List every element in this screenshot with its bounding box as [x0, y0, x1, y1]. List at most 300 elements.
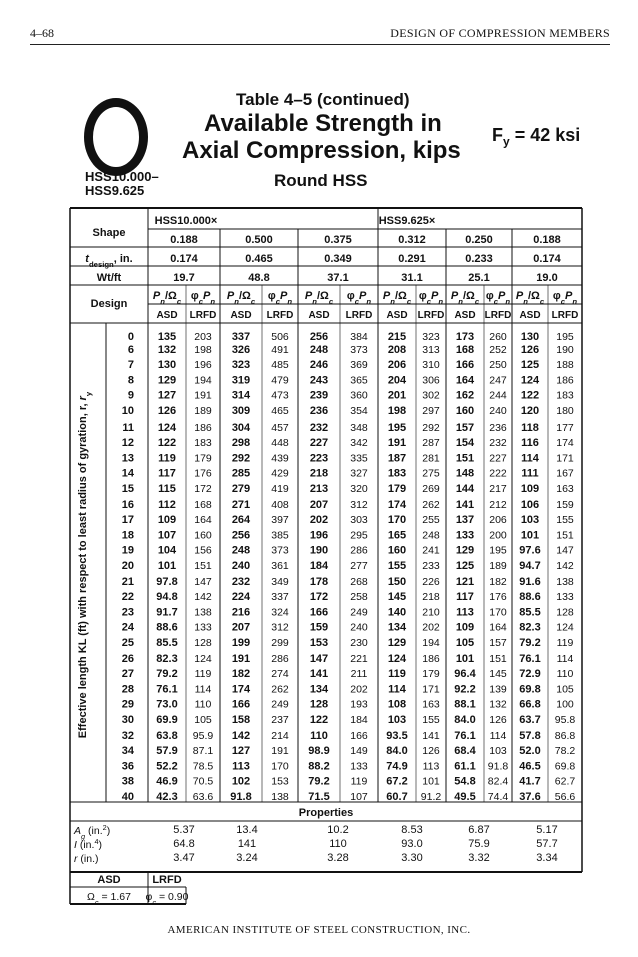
asd-value: 111 [521, 467, 539, 480]
asd-value: 74.9 [386, 760, 408, 773]
lrfd-value: 166 [350, 730, 368, 742]
asd-value: 227 [309, 437, 329, 450]
kl-value: 24 [121, 621, 134, 634]
lrfd-value: 95.9 [192, 730, 214, 742]
kl-value: 8 [127, 374, 134, 387]
lrfd-value: 176 [194, 467, 212, 480]
asd-label: ASD [308, 310, 330, 321]
lrfd-value: 269 [422, 482, 440, 495]
lrfd-value: 172 [194, 482, 212, 495]
kl-value: 7 [127, 359, 134, 372]
lrfd-value: 177 [556, 422, 574, 434]
factor-asd-label: ASD [97, 874, 121, 886]
lrfd-value: 105 [194, 713, 212, 726]
lrfd-value: 69.8 [554, 760, 576, 773]
asd-value: 85.5 [156, 636, 178, 649]
lrfd-value: 183 [556, 389, 574, 402]
lrfd-value: 221 [350, 653, 368, 665]
asd-label: ASD [386, 310, 408, 321]
lrfd-value: 324 [271, 606, 289, 619]
lrfd-value: 485 [271, 359, 289, 372]
lrfd-value: 184 [350, 713, 368, 726]
lrfd-value: 255 [422, 514, 440, 527]
fy-value: = 42 ksi [509, 125, 581, 145]
asd-value: 116 [521, 437, 539, 450]
lrfd-value: 91.8 [487, 760, 509, 773]
asd-value: 319 [231, 374, 251, 387]
asd-value: 174 [231, 683, 251, 696]
asd-value: 79.2 [519, 636, 541, 649]
lrfd-value: 189 [194, 404, 212, 417]
asd-value: 129 [157, 374, 177, 387]
lrfd-value: 151 [556, 529, 574, 542]
prop-r: 3.24 [236, 852, 258, 864]
lrfd-value: 249 [350, 606, 368, 619]
asd-label: ASD [156, 310, 178, 321]
prop-ag: 13.4 [236, 824, 258, 836]
lrfd-value: 149 [350, 745, 368, 758]
lrfd-value: 210 [422, 606, 440, 619]
asd-value: 168 [455, 344, 475, 356]
asd-head: $P_n/\Omega_c$ [515, 290, 545, 306]
asd-value: 236 [309, 404, 329, 417]
lrfd-value: 299 [271, 636, 289, 649]
kl-value: 23 [121, 606, 134, 619]
asd-value: 88.6 [156, 621, 178, 634]
kl-value: 14 [121, 467, 134, 480]
lrfd-value: 222 [489, 467, 507, 480]
lrfd-value: 248 [422, 529, 440, 542]
asd-value: 174 [387, 499, 407, 511]
asd-value: 126 [520, 344, 540, 356]
asd-value: 92.2 [454, 683, 476, 696]
asd-value: 207 [231, 621, 251, 634]
asd-value: 88.1 [454, 698, 476, 711]
asd-value: 119 [158, 452, 176, 465]
lrfd-value: 373 [271, 544, 289, 557]
lrfd-value: 62.7 [554, 775, 576, 788]
lrfd-head: $\varphi_cP_n$ [267, 290, 293, 306]
lrfd-value: 188 [556, 359, 574, 372]
lrfd-value: 87.1 [192, 745, 214, 758]
lrfd-label: LRFD [417, 310, 445, 321]
lrfd-value: 397 [271, 514, 289, 527]
lrfd-value: 457 [271, 422, 289, 434]
table-number: Table 4–5 (continued) [236, 90, 410, 109]
kl-value: 29 [121, 698, 134, 711]
lrfd-value: 277 [350, 559, 368, 572]
lrfd-value: 139 [489, 683, 507, 696]
factor-lrfd-label: LRFD [152, 874, 182, 886]
factor-asd-value: $\Omega_c = 1.67$ [87, 891, 131, 907]
lrfd-value: 159 [556, 499, 574, 511]
asd-value: 63.7 [519, 713, 541, 726]
asd-value: 202 [309, 514, 329, 527]
asd-value: 172 [309, 591, 329, 604]
lrfd-value: 167 [556, 467, 574, 480]
lrfd-value: 155 [422, 713, 440, 726]
lrfd-value: 240 [489, 404, 507, 417]
asd-value: 157 [455, 422, 475, 434]
asd-value: 144 [455, 482, 475, 495]
asd-value: 158 [231, 713, 251, 726]
lrfd-head: $\varphi_cP_n$ [552, 290, 578, 306]
prop-i: 64.8 [173, 838, 195, 850]
tdesign-value: 0.174 [533, 253, 561, 265]
asd-value: 114 [521, 452, 539, 465]
lrfd-value: 70.5 [192, 775, 214, 788]
design-label: Design [90, 298, 128, 310]
lrfd-value: 74.4 [487, 790, 509, 803]
lrfd-value: 200 [489, 529, 507, 542]
asd-value: 248 [309, 344, 329, 356]
asd-value: 91.8 [230, 790, 252, 803]
lrfd-value: 183 [194, 437, 212, 450]
asd-value: 323 [231, 359, 251, 372]
asd-value: 224 [231, 591, 251, 604]
lrfd-value: 373 [350, 344, 368, 356]
asd-value: 207 [309, 499, 329, 511]
kl-value: 32 [121, 730, 134, 742]
lrfd-value: 302 [422, 389, 440, 402]
lrfd-value: 211 [350, 668, 368, 681]
lrfd-value: 142 [556, 559, 574, 572]
prop-label-ag: $A_g$ (in.$^2$) [74, 822, 111, 841]
weight-value: 31.1 [401, 272, 423, 284]
lrfd-value: 361 [271, 559, 289, 572]
prop-i: 93.0 [401, 838, 423, 850]
asd-value: 67.2 [386, 775, 408, 788]
asd-value: 140 [387, 606, 407, 619]
asd-value: 165 [387, 529, 407, 542]
lrfd-value: 179 [194, 452, 212, 465]
asd-value: 232 [231, 576, 251, 588]
prop-i: 75.9 [468, 838, 490, 850]
lrfd-value: 262 [422, 499, 440, 511]
asd-value: 304 [231, 422, 251, 434]
lrfd-value: 312 [350, 499, 368, 511]
asd-head: $P_n/\Omega_c$ [152, 290, 182, 306]
lrfd-value: 337 [271, 591, 289, 604]
tdesign-value: 0.233 [465, 253, 493, 265]
asd-value: 109 [455, 621, 475, 634]
asd-value: 150 [387, 576, 407, 588]
asd-value: 337 [231, 331, 251, 343]
asd-value: 314 [231, 389, 251, 402]
lrfd-value: 281 [422, 452, 440, 465]
lrfd-value: 171 [422, 683, 440, 696]
asd-value: 213 [309, 482, 329, 495]
asd-value: 106 [520, 499, 540, 511]
kl-value: 11 [122, 422, 134, 434]
prop-r: 3.32 [468, 852, 490, 864]
lrfd-value: 138 [271, 790, 289, 803]
lrfd-value: 275 [422, 467, 440, 480]
shape-id-1: HSS10.000– [85, 169, 159, 184]
asd-value: 216 [231, 606, 251, 619]
lrfd-value: 268 [350, 576, 368, 588]
prop-r: 3.34 [536, 852, 558, 864]
lrfd-value: 147 [556, 544, 574, 557]
asd-value: 57.8 [519, 730, 541, 742]
asd-value: 73.0 [156, 698, 178, 711]
asd-value: 85.5 [519, 606, 541, 619]
lrfd-value: 244 [489, 389, 507, 402]
lrfd-value: 114 [194, 683, 212, 696]
lrfd-value: 354 [350, 404, 368, 417]
lrfd-value: 151 [194, 559, 212, 572]
lrfd-value: 182 [489, 576, 507, 588]
table-title-line1: Available Strength in [204, 110, 442, 137]
kl-value: 10 [121, 404, 134, 417]
lrfd-value: 274 [271, 668, 289, 681]
asd-value: 79.2 [308, 775, 330, 788]
lrfd-value: 312 [271, 621, 289, 634]
table-subtitle: Round HSS [274, 171, 368, 190]
lrfd-value: 320 [350, 482, 368, 495]
asd-value: 204 [387, 374, 407, 387]
asd-value: 121 [455, 576, 475, 588]
asd-value: 94.7 [519, 559, 541, 572]
asd-value: 69.8 [519, 683, 541, 696]
weight-value: 48.8 [248, 272, 270, 284]
asd-value: 88.2 [308, 760, 330, 773]
tdesign-value: 0.349 [324, 253, 352, 265]
asd-value: 285 [231, 467, 251, 480]
asd-value: 248 [231, 544, 251, 557]
asd-value: 102 [231, 775, 251, 788]
prop-r: 3.28 [327, 852, 349, 864]
lrfd-value: 241 [422, 544, 440, 557]
asd-value: 109 [520, 482, 540, 495]
lrfd-value: 349 [271, 576, 289, 588]
asd-value: 256 [231, 529, 251, 542]
lrfd-value: 100 [556, 698, 574, 711]
asd-value: 104 [157, 544, 177, 557]
lrfd-value: 147 [194, 576, 212, 588]
lrfd-value: 202 [422, 621, 440, 634]
lrfd-value: 156 [194, 544, 212, 557]
lrfd-value: 151 [489, 653, 507, 665]
lrfd-value: 170 [271, 760, 289, 773]
lrfd-value: 360 [350, 389, 368, 402]
asd-value: 79.2 [156, 668, 178, 681]
asd-value: 141 [455, 499, 475, 511]
lrfd-value: 292 [422, 422, 440, 434]
asd-value: 60.7 [386, 790, 408, 803]
asd-value: 66.8 [519, 698, 541, 711]
lrfd-value: 82.4 [487, 775, 509, 788]
thickness-value: 0.500 [245, 234, 273, 246]
asd-value: 103 [520, 514, 540, 527]
asd-value: 130 [157, 359, 177, 372]
asd-value: 218 [309, 467, 329, 480]
asd-value: 110 [310, 730, 328, 742]
lrfd-value: 170 [489, 606, 507, 619]
table-title-line2: Axial Compression, kips [182, 137, 461, 164]
lrfd-value: 138 [556, 576, 574, 588]
lrfd-value: 195 [489, 544, 507, 557]
lrfd-value: 217 [489, 482, 507, 495]
lrfd-value: 141 [422, 730, 440, 742]
kl-value: 21 [121, 576, 134, 588]
asd-value: 117 [456, 591, 474, 604]
asd-value: 114 [388, 683, 406, 696]
lrfd-value: 323 [422, 331, 440, 343]
asd-value: 84.0 [454, 713, 476, 726]
lrfd-value: 126 [489, 713, 507, 726]
lrfd-value: 202 [350, 683, 368, 696]
lrfd-value: 297 [422, 404, 440, 417]
shape-id-2: HSS9.625 [85, 183, 145, 198]
asd-value: 132 [157, 344, 177, 356]
lrfd-value: 313 [422, 344, 440, 356]
asd-value: 148 [455, 467, 475, 480]
asd-value: 125 [455, 559, 475, 572]
asd-value: 264 [231, 514, 251, 527]
asd-value: 76.1 [454, 730, 476, 742]
kl-value: 0 [127, 331, 134, 343]
asd-value: 49.5 [454, 790, 476, 803]
lrfd-value: 103 [489, 745, 507, 758]
lrfd-value: 56.6 [554, 790, 576, 803]
prop-i: 57.7 [536, 838, 558, 850]
asd-value: 173 [455, 331, 475, 343]
lrfd-label: LRFD [551, 310, 579, 321]
lrfd-value: 186 [556, 374, 574, 387]
asd-value: 134 [387, 621, 407, 634]
lrfd-value: 113 [422, 760, 440, 773]
lrfd-value: 310 [422, 359, 440, 372]
asd-value: 118 [521, 422, 539, 434]
asd-value: 117 [158, 467, 176, 480]
lrfd-value: 419 [271, 482, 289, 495]
lrfd-value: 306 [422, 374, 440, 387]
kl-value: 17 [121, 514, 134, 527]
asd-value: 179 [387, 482, 407, 495]
lrfd-value: 142 [194, 591, 212, 604]
asd-value: 178 [309, 576, 329, 588]
kl-value: 20 [121, 559, 134, 572]
lrfd-value: 230 [350, 636, 368, 649]
asd-value: 93.5 [386, 730, 408, 742]
lrfd-value: 479 [271, 374, 289, 387]
lrfd-value: 119 [194, 668, 212, 681]
asd-value: 279 [231, 482, 251, 495]
thickness-value: 0.375 [324, 234, 352, 246]
prop-label-i: I (in.$^4$) [74, 836, 103, 851]
asd-value: 160 [387, 544, 407, 557]
lrfd-value: 128 [194, 636, 212, 649]
weight-value: 19.0 [536, 272, 558, 284]
lrfd-value: 385 [271, 529, 289, 542]
lrfd-value: 153 [271, 775, 289, 788]
lrfd-value: 164 [489, 621, 507, 634]
asd-value: 239 [309, 389, 329, 402]
asd-value: 119 [388, 668, 406, 681]
lrfd-value: 491 [271, 344, 289, 356]
lrfd-value: 191 [271, 745, 289, 758]
lrfd-value: 408 [271, 499, 289, 511]
lrfd-value: 168 [194, 499, 212, 511]
asd-label: ASD [230, 310, 252, 321]
lrfd-head: $\varphi_cP_n$ [418, 290, 444, 306]
prop-i: 141 [237, 838, 257, 850]
asd-value: 57.9 [156, 745, 178, 758]
prop-ag: 5.17 [536, 824, 558, 836]
lrfd-value: 237 [271, 713, 289, 726]
kl-value: 16 [121, 499, 134, 511]
asd-value: 126 [157, 404, 177, 417]
asd-value: 37.6 [519, 790, 541, 803]
weight-value: 25.1 [468, 272, 490, 284]
lrfd-value: 138 [194, 606, 212, 619]
asd-value: 309 [231, 404, 251, 417]
kl-value: 27 [121, 668, 134, 681]
tdesign-value: 0.465 [245, 253, 273, 265]
lrfd-value: 262 [271, 683, 289, 696]
lrfd-value: 226 [422, 576, 440, 588]
lrfd-value: 247 [489, 374, 507, 387]
lrfd-value: 174 [556, 437, 574, 450]
lrfd-value: 176 [489, 591, 507, 604]
lrfd-value: 78.5 [192, 760, 214, 773]
asd-value: 108 [387, 698, 407, 711]
asd-value: 155 [387, 559, 407, 572]
asd-value: 159 [309, 621, 329, 634]
lrfd-value: 119 [556, 636, 574, 649]
kl-value: 25 [121, 636, 134, 649]
asd-value: 271 [231, 499, 251, 511]
factor-lrfd-value: $\varphi_c = 0.90$ [145, 891, 189, 907]
lrfd-value: 160 [194, 529, 212, 542]
lrfd-value: 249 [271, 698, 289, 711]
asd-value: 206 [387, 359, 407, 372]
asd-value: 97.8 [156, 576, 178, 588]
lrfd-value: 439 [271, 452, 289, 465]
asd-value: 103 [387, 713, 407, 726]
lrfd-value: 186 [422, 653, 440, 665]
asd-value: 240 [231, 559, 251, 572]
shape-label: Shape [92, 227, 126, 239]
lrfd-value: 133 [194, 621, 212, 634]
lrfd-value: 195 [556, 331, 574, 343]
lrfd-value: 369 [350, 359, 368, 372]
asd-value: 246 [309, 359, 329, 372]
asd-value: 124 [387, 653, 407, 665]
asd-value: 183 [387, 467, 407, 480]
asd-value: 61.1 [454, 760, 476, 773]
asd-value: 184 [309, 559, 329, 572]
lrfd-value: 114 [556, 653, 574, 665]
lrfd-value: 164 [194, 514, 212, 527]
asd-value: 96.4 [454, 668, 476, 681]
asd-value: 208 [387, 344, 407, 356]
kl-value: 12 [121, 437, 134, 450]
lrfd-value: 429 [271, 467, 289, 480]
asd-value: 42.3 [156, 790, 178, 803]
lrfd-value: 145 [489, 668, 507, 681]
asd-value: 84.0 [386, 745, 408, 758]
lrfd-value: 227 [489, 452, 507, 465]
lrfd-value: 157 [489, 636, 507, 649]
lrfd-value: 240 [350, 621, 368, 634]
lrfd-value: 180 [556, 404, 574, 417]
kl-value: 18 [121, 529, 134, 542]
prop-ag: 8.53 [401, 824, 423, 836]
prop-label-r: r (in.) [74, 853, 99, 865]
asd-value: 164 [455, 374, 475, 387]
